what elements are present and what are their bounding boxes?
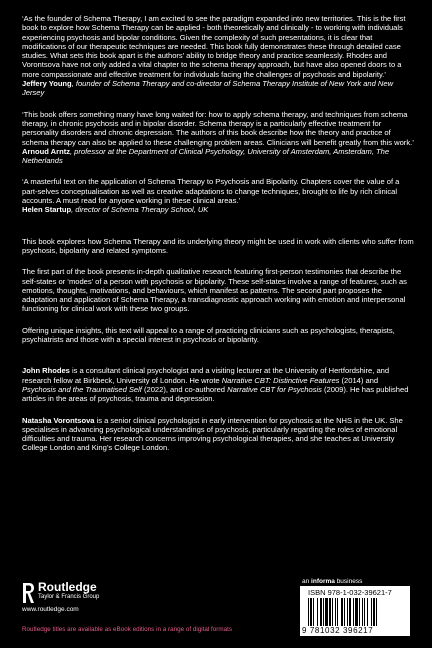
review-2: [22, 110, 414, 166]
publisher-website: www.routledge.com: [22, 606, 79, 613]
review-1: [22, 14, 414, 98]
description-1: [22, 237, 414, 256]
review-3: [22, 177, 414, 214]
publisher-subtitle: Taylor & Francis Group: [38, 594, 100, 600]
description-3: [22, 326, 414, 345]
review-quote: ‘A masterful text on the application of Schema Therapy to Psychosis and Bipolarity. Chapters cover the value of a part-selves conceptualisation as well as creative adaptations to change techniques, brought to life by rich clinical accounts. A must read for anyone working in these clinical areas.’: [22, 177, 400, 206]
publisher-name: Routledge: [38, 580, 97, 594]
reviewer-role: , director of Schema Therapy School, UK: [71, 205, 209, 215]
description-paragraph: This book explores how Schema Therapy and its underlying theory might be used in work with clients who suffer from psychosis, bipolarity and related symptoms.: [22, 236, 414, 255]
isbn-label: ISBN 978-1-032-39621-7: [308, 588, 392, 597]
reviewer-role: , founder of Schema Therapy and co-director of Schema Therapy Institute of New York and New Jersey: [22, 79, 394, 98]
barcode-icon: [308, 598, 402, 626]
author-bio-1: John Rhodes is a consultant clinical psychologist and a visiting lecturer at the University of Hertfordshire, and research fellow at Birkbeck, University of London. He wrote Narrative CBT: Distinctive Features (2014) and Psychosis and the Traumatised Self (2022), and co-authored Narrative CBT for Psychosis (2009). He has published articles in the areas of psychosis, trauma and depression.: [22, 366, 409, 404]
author-bio-2: Natasha Vorontsova is a senior clinical psychologist in early intervention for psychosis at the NHS in the UK. She specialises in advancing psychological understandings of psychosis, particularly regarding the roles of emotional difficulties and trauma. Her research concerns improving psychological therapies, and she teaches at University College London and King’s College London.: [22, 415, 403, 453]
reviewer-name: Jeffery Young: [22, 79, 72, 89]
description-paragraph: The first part of the book presents in-depth qualitative research featuring first-person testimonies that describe the self-states or ‘modes’ of a person with psychosis or bipolarity. These self-states involve a range of features, such as emotions, thoughts, motivations, and behaviours, which manifest as patterns. The second part proposes the adaptation and application of Schema Therapy, a transdiagnostic approach working with emotion and interpersonal functioning for clinical work with these two groups.: [22, 267, 407, 314]
description-2: [22, 267, 414, 313]
author-name: John Rhodes: [22, 366, 70, 376]
ebook-note: Routledge titles are available as eBook editions in a range of digital formats: [22, 626, 233, 633]
review-quote: ‘This book offers something many have long waited for: how to apply schema therapy, and techniques from schema therapy, in chronic psychosis and in bipolar disorder. Schema therapy is a particularly effective treatment for personality disorders and chronic depression. The authors of this book describe how the theory and practice of schema therapy can also be applied to these challenging problem areas. Clinicians will benefit greatly from this work.’: [22, 109, 414, 147]
back-cover-text: [22, 14, 414, 465]
informa-business: an informa business: [302, 578, 363, 585]
isbn-digits: 9 781032 396217: [302, 626, 374, 635]
description-paragraph: Offering unique insights, this text will appeal to a range of practicing clinicians such as psychologists, therapists, psychiatrists and those with a special interest in psychosis or bipolarity.: [22, 325, 395, 345]
reviewer-role: , professor at the Department of Clinical Psychology, University of Amsterdam, Amsterdam, The Netherlands: [22, 146, 390, 166]
review-quote: ‘As the founder of Schema Therapy, I am excited to see the paradigm expanded into new territories. This is the first book to explore how Schema Therapy can be applied - both theoretically and clinically - to working with individuals experiencing psychosis and bipolar conditions. Given the complexity of such presentations, it is clear that modifications of our therapeutic techniques are needed. This book fully demonstrates these through detailed case studies. What sets this book apart is the authors’ ability to bridge theory and practice seamlessly. Rhodes and Vorontsova have not only added a vital chapter to the schema therapy approach, but have also opened doors to a more compassionate and effective treatment for individuals facing the challenges of psychosis and bipolarity.’: [22, 14, 406, 79]
reviewer-name: Helen Startup: [22, 205, 72, 215]
author-name: Natasha Vorontsova: [22, 415, 95, 425]
routledge-r-icon: [22, 582, 35, 604]
reviewer-name: Arnoud Arntz: [22, 146, 70, 156]
routledge-logo: [22, 580, 122, 620]
isbn-barcode-box: [300, 586, 410, 636]
